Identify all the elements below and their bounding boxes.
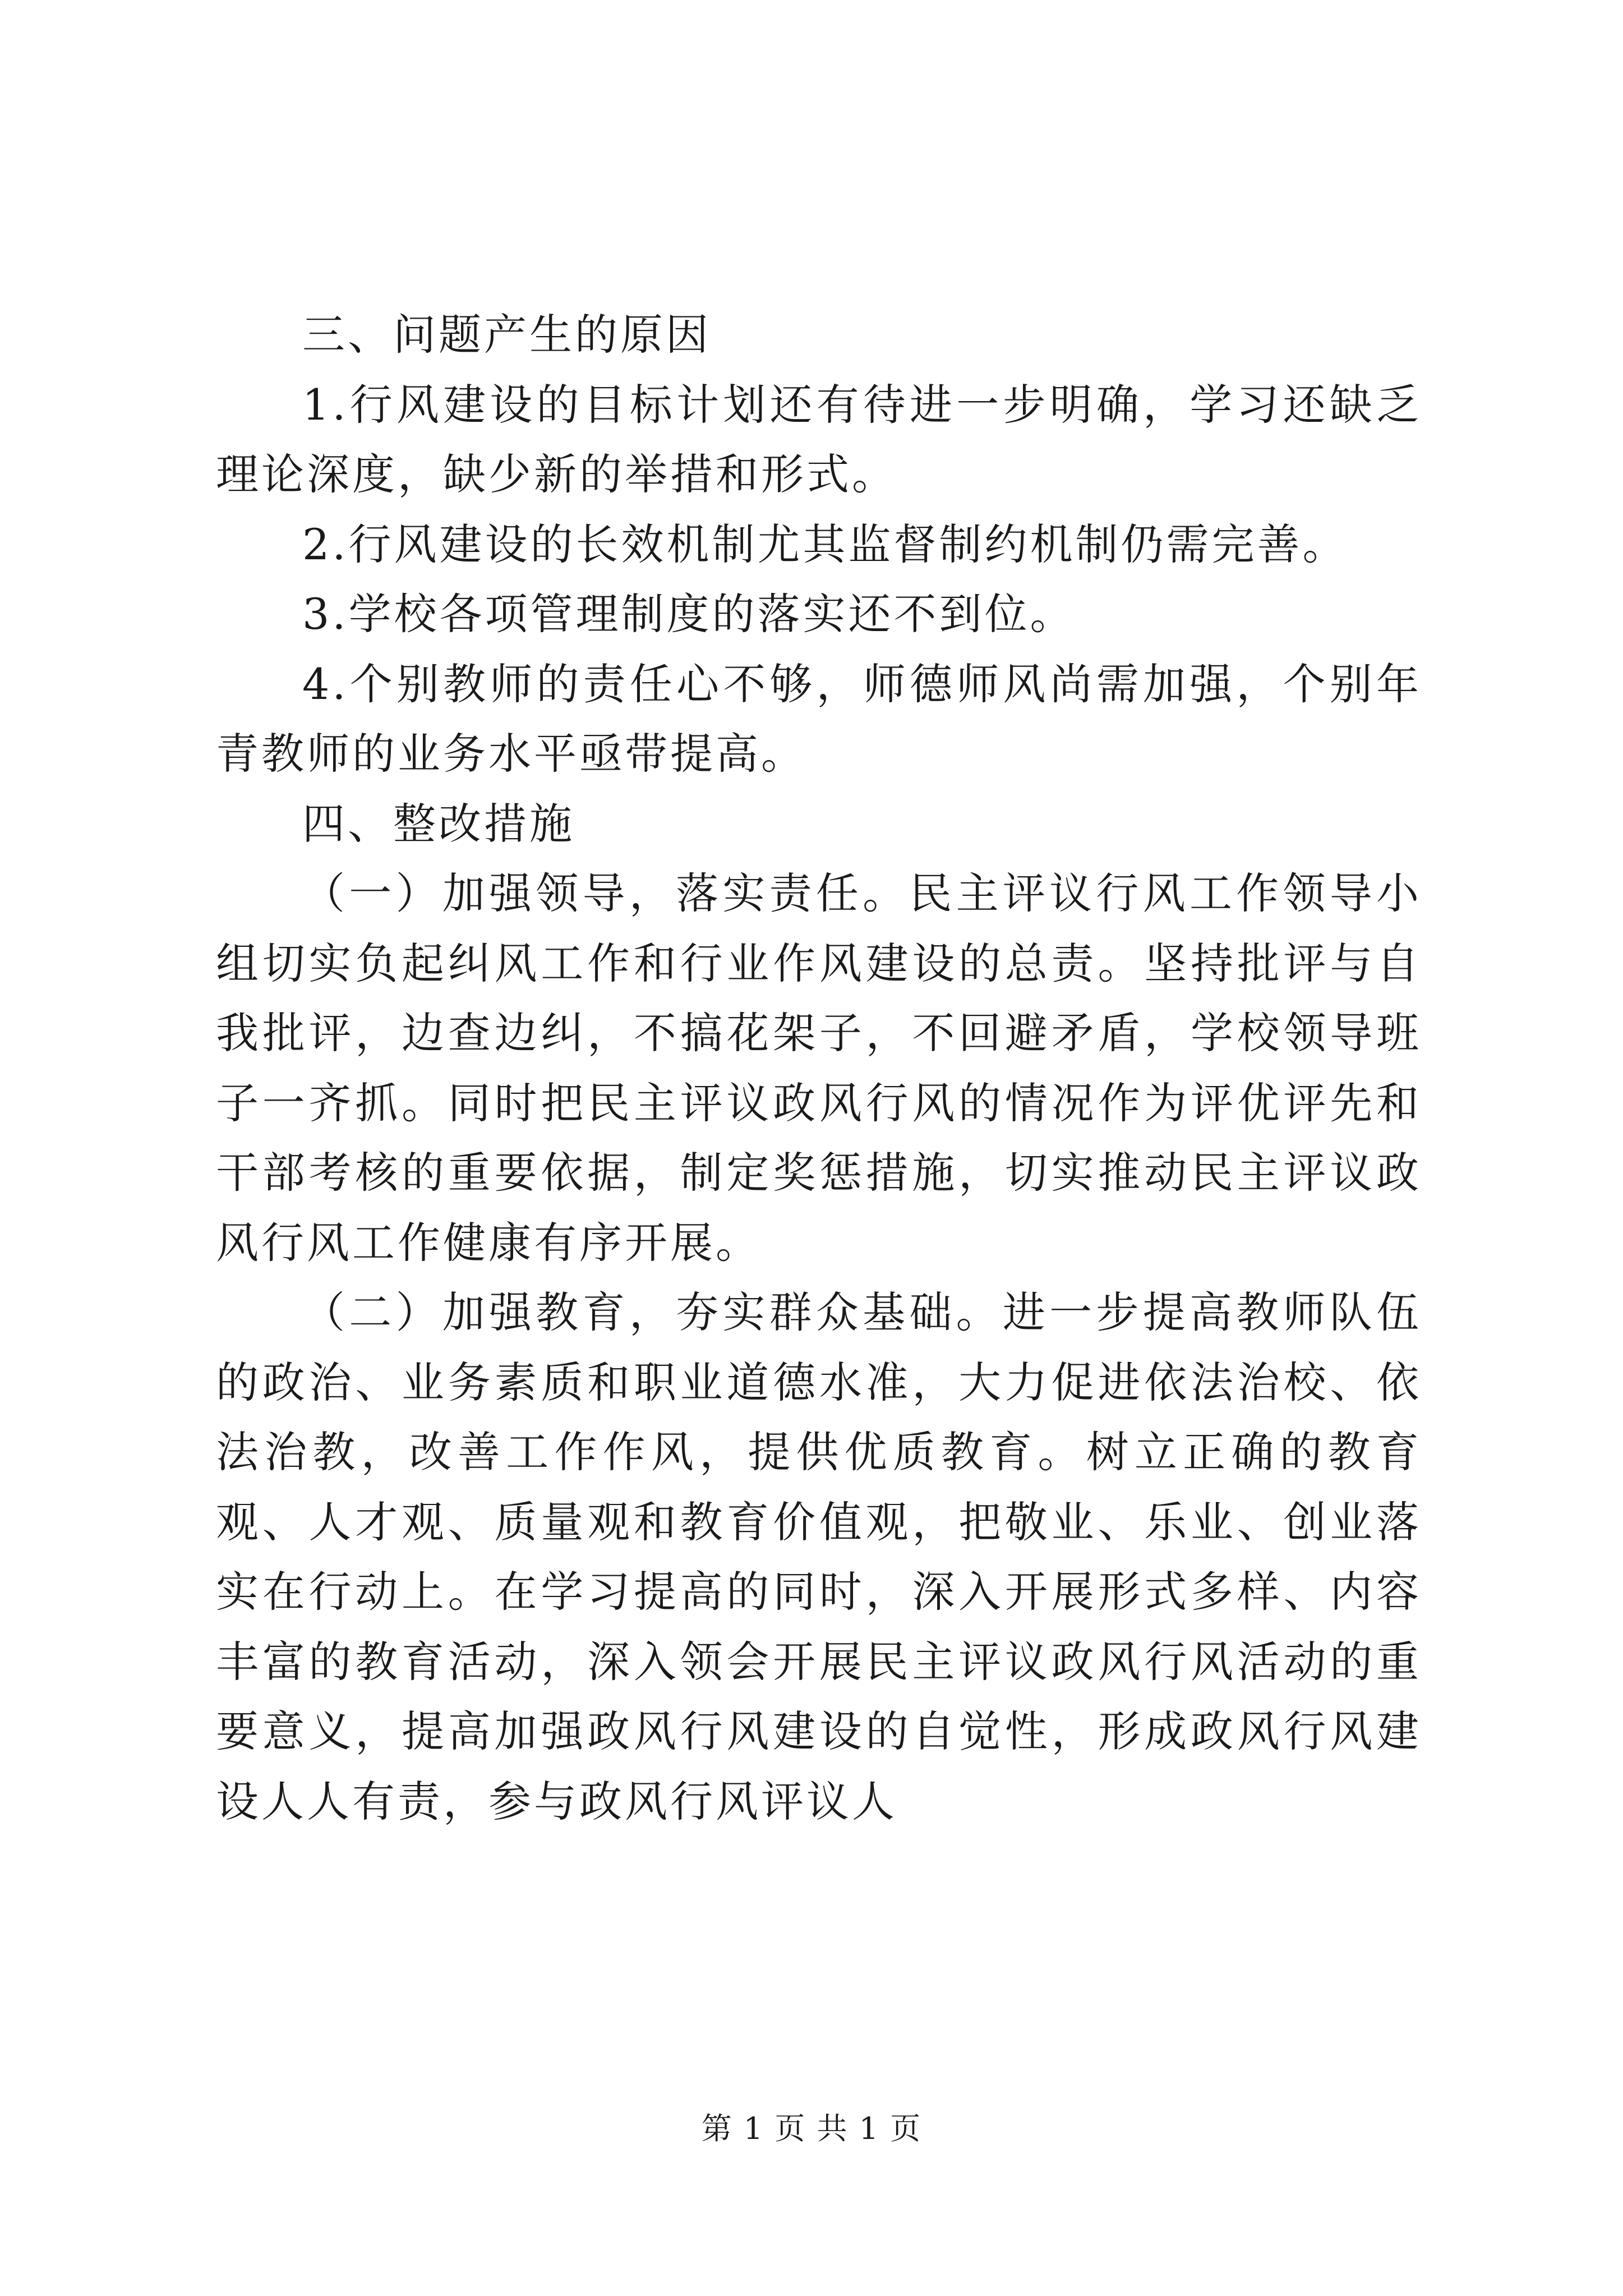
paragraph-measure-2: （二）加强教育，夯实群众基础。进一步提高教师队伍的政治、业务素质和职业道德水准，大力促进依法治校、依法治教，改善工作作风，提供优质教育。树立正确的教育观、人才观、质量观和教育价值观，把敬业、乐业、创业落实在行动上。在学习提高的同时，深入开展形式多样、内容丰富的教育活动，深入领会开展民主评议政风行风活动的重要意义，提高加强政风行风建设的自觉性，形成政风行风建设人人有责，参与政风行风评议人	[216, 1287, 1422, 1826]
paragraph-cause-3: 3.学校各项管理制度的落实还不到位。	[302, 589, 1076, 639]
paragraph-measure-1: （一）加强领导，落实责任。民主评议行风工作领导小组切实负起纠风工作和行业作风建设的总责。坚持批评与自我批评，边查边纠，不搞花架子，不回避矛盾，学校领导班子一齐抓。同时把民主评议政风行风的情况作为评优评先和干部考核的重要依据，制定奖惩措施，切实推动民主评议政风行风工作健康有序开展。	[216, 868, 1422, 1268]
paragraph-cause-4: 4.个别教师的责任心不够，师德师风尚需加强，个别年青教师的业务水平亟带提高。	[216, 659, 1422, 779]
section-heading-causes: 三、问题产生的原因	[302, 310, 711, 360]
document-body	[216, 300, 1422, 1837]
page-number-footer: 第 1 页 共 1 页	[701, 2111, 922, 2146]
paragraph-cause-1: 1.行风建设的目标计划还有待进一步明确，学习还缺乏理论深度，缺少新的举措和形式。	[216, 379, 1422, 499]
section-heading-measures: 四、整改措施	[302, 798, 575, 849]
paragraph-cause-2: 2.行风建设的长效机制尤其监督制约机制仍需完善。	[302, 519, 1348, 569]
